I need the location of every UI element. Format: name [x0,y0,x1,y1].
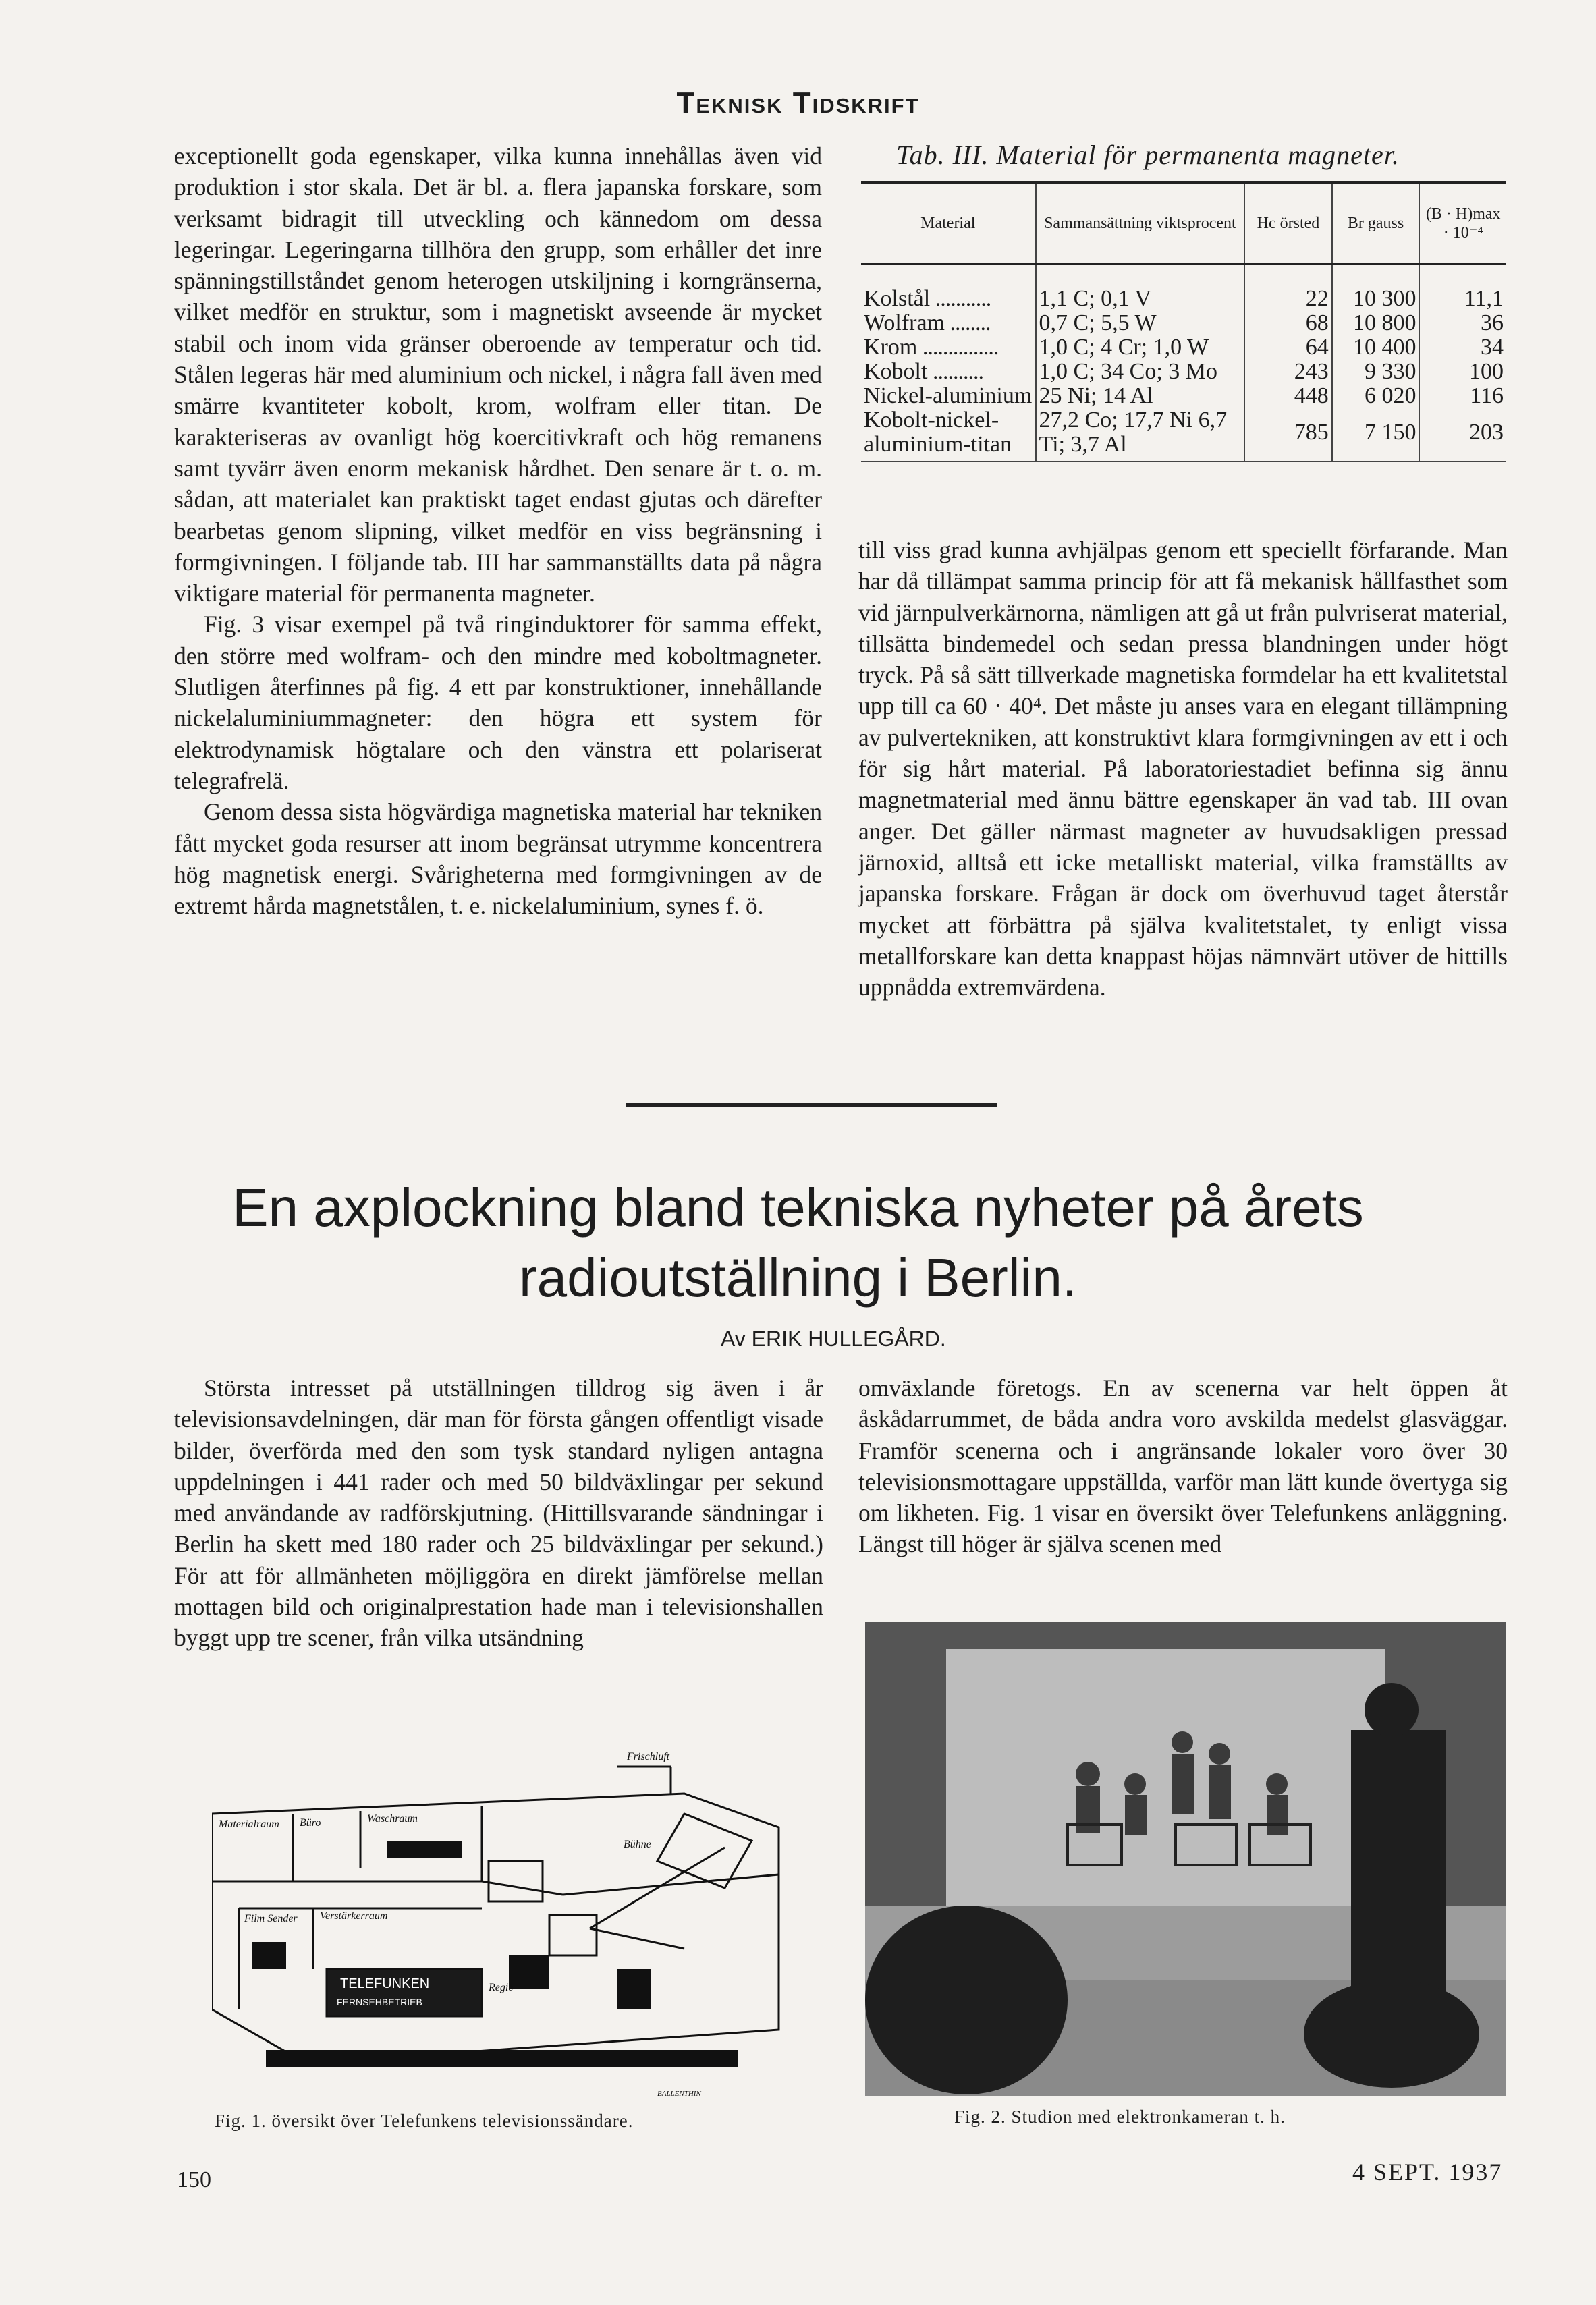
body-column-left-top [174,140,822,921]
cell-br: 6 020 [1332,384,1420,408]
paragraph: Fig. 3 visar exempel på två ringinduktorer för samma effekt, den större med wolfram- och den mindre med koboltmagneter. Slutligen återfinnes på fig. 4 ett par konstruktioner, innehållande nickelaluminiummagneter: den högra ett system för elektrodynamisk högtalare och den vänstra ett polariserat telegrafrelä. [174,611,822,794]
label-buro: Büro [300,1817,321,1829]
label-film: Film Sender [244,1913,298,1924]
cell-br: 7 150 [1332,408,1420,462]
label-fernseh: FERNSEHBETRIEB [337,1997,422,2007]
floor-plan-illustration [212,1726,806,2103]
table-row [861,265,1506,312]
label-signature: BALLENTHIN [657,2090,701,2098]
cell-bh: 116 [1419,384,1506,408]
cell-bh: 100 [1419,360,1506,384]
cell-composition: 27,2 Co; 17,7 Ni 6,7 Ti; 3,7 Al [1036,408,1245,462]
studio-photograph [865,1622,1506,2096]
header-hc: Hc örsted [1244,182,1331,265]
running-head: Teknisk Tidskrift [676,86,920,119]
article-column-left [174,1372,823,1654]
cell-composition: 25 Ni; 14 Al [1036,384,1245,408]
label-regie: Regie [489,1982,514,1993]
fig2-caption: Fig. 2. Studion med elektronkameran t. h. [954,2107,1286,2127]
table-row [861,360,1506,384]
cell-bh: 11,1 [1419,265,1506,312]
article-column-right [858,1372,1508,1560]
issue-date: 4 SEPT. 1937 [1352,2159,1503,2186]
table-row [861,384,1506,408]
cell-bh: 203 [1419,408,1506,462]
label-buhne: Bühne [624,1839,651,1850]
article-title: En axplockning bland tekniska nyheter på årets radioutställning i Berlin. [232,1177,1364,1308]
cell-hc: 22 [1244,265,1331,312]
table-header-row [861,182,1506,265]
cell-material: Kolstål ........... [864,286,991,311]
body-column-right-top [858,534,1508,1003]
paragraph: Genom dessa sista högvärdiga magnetiska material har tekniken fått mycket goda resurser att inom begränsat utrymme koncentrera hög magnetisk energi. Svårigheterna med formgivningen av de extremt hårda magnetstålen, t. e. nickelaluminium, synes f. ö. [174,798,822,920]
cell-composition: 1,0 C; 34 Co; 3 Mo [1036,360,1245,384]
label-material: Materialraum [219,1818,279,1830]
cell-br: 10 800 [1332,311,1420,335]
cell-composition: 1,0 C; 4 Cr; 1,0 W [1036,335,1245,360]
cell-hc: 64 [1244,335,1331,360]
fig1-caption: Fig. 1. översikt över Telefunkens televisionssändare. [215,2111,634,2131]
header-br: Br gauss [1332,182,1420,265]
cell-material: Kobolt .......... [864,359,983,384]
table-row [861,311,1506,335]
cell-hc: 448 [1244,384,1331,408]
cell-material: Krom ............... [864,335,999,360]
section-divider [626,1103,997,1107]
cell-br: 10 400 [1332,335,1420,360]
paragraph: Största intresset på utställningen tilldrog sig även i år televisionsavdelningen, där man för första gången offentligt visade bilder, överförda med den som tysk standard nyligen antagna uppdelningen i 441 rader och med 50 bildväxlingar per sekund med användande av radförskjutning. (Hittillsvarande sändningar i Berlin ha skett med 180 rader och 25 bildväxlingar per sekund.) För att för allmänheten möjliggöra en direkt jämförelse mellan mottagen bild och originalprestation hade man i televisionshallen byggt upp tre scener, från vilka utsändning [174,1374,823,1652]
cell-bh: 36 [1419,311,1506,335]
cell-bh: 34 [1419,335,1506,360]
cell-hc: 243 [1244,360,1331,384]
header-composition: Sammansättning viktsprocent [1036,182,1245,265]
paragraph: till viss grad kunna avhjälpas genom ett speciellt förfarande. Man har då tillämpat samma princip för att få mekanisk hållfasthet som vid järnpulverkärnorna, nämligen att gå ut från pulvriserat material, tillsätta bindemedel och sedan pressa blandningen under högt tryck. På så sätt tillverkade magnetiska formdelar ha ett kvalitetstal upp till ca 60 · 40⁴. Det måste ju anses vara en elegant tillämpning av pulvertekniken, att konstruktivt klara formgivningen av ett i och för sig hårt material. På laboratoriestadiet befinna sig ännu magnetmaterial med ännu bättre egenskaper än vad tab. III ovan anger. Det gäller närmast magneter av huvudsakligen pressad järnoxid, alltså ett icke metalliskt material, vilka framställts av japanska forskare. Frågan är dock om överhuvud taget återstår mycket att förbättra på själva kvalitetstalet, ty enligt vissa metallforskare kan detta knappast höjas nämnvärt utöver de hittills uppnådda extremvärdena. [858,536,1508,1001]
cell-composition: 0,7 C; 5,5 W [1036,311,1245,335]
label-telefunken: TELEFUNKEN [340,1976,430,1991]
cell-br: 9 330 [1332,360,1420,384]
cell-material: Wolfram ........ [864,310,991,335]
cell-composition: 1,1 C; 0,1 V [1036,265,1245,312]
header-material: Material [861,182,1036,265]
cell-material: Kobolt-nickel-aluminium-titan [861,408,1036,462]
byline: Av ERIK HULLEGÅRD. [721,1327,946,1351]
paragraph: exceptionellt goda egenskaper, vilka kunna innehållas även vid produktion i stor skala. Det är bl. a. flera japanska forskare, som verksamt bidragit till utveckling och kännedom om dessa legeringar. Legeringarna tillhöra den grupp, som erhåller det inre spänningstillståndet genom heterogen utskiljning i korngränserna, vilket medför en struktur, som i magnetiskt avseende är mycket stabil och inom vida gränser oberoende av temperatur och tid. Stålen legeras här med aluminium och nickel, i några fall även med smärre kvantiteter kobolt, krom, wolfram eller titan. De karakteriseras av ovanligt hög koercitivkraft och hög remanens samt tyvärr även enorm mekanisk hårdhet. Den senare är t. o. m. sådan, att materialet kan praktiskt taget endast gjutas och därefter bearbetas genom slipning, vilket medför en viss begränsning i formgivningen. I följande tab. III har sammanställts data på några viktigare material för permanenta magneter. [174,142,822,607]
table-row [861,335,1506,360]
table-caption: Tab. III. Material för permanenta magneter. [896,140,1400,170]
paragraph: omväxlande företogs. En av scenerna var helt öppen åt åskådarrummet, de båda andra voro avskilda medelst glasväggar. Framför scenerna och i angränsande lokaler voro över 30 televisionsmottagare uppställda, varför man lätt kunde övertyga sig om likheten. Fig. 1 visar en översikt över Telefunkens anläggning. Längst till höger är själva scenen med [858,1374,1508,1558]
magnet-material-table [861,181,1506,462]
cell-hc: 68 [1244,311,1331,335]
label-wasch: Waschraum [367,1813,418,1825]
label-frischluft: Frischluft [627,1751,670,1762]
header-bh: (B · H)max · 10⁻⁴ [1419,182,1506,265]
cell-material: Nickel-aluminium [864,383,1033,408]
table-row [861,408,1506,462]
cell-br: 10 300 [1332,265,1420,312]
page-number: 150 [177,2167,211,2192]
label-verst: Verstärkerraum [320,1910,388,1922]
cell-hc: 785 [1244,408,1331,462]
